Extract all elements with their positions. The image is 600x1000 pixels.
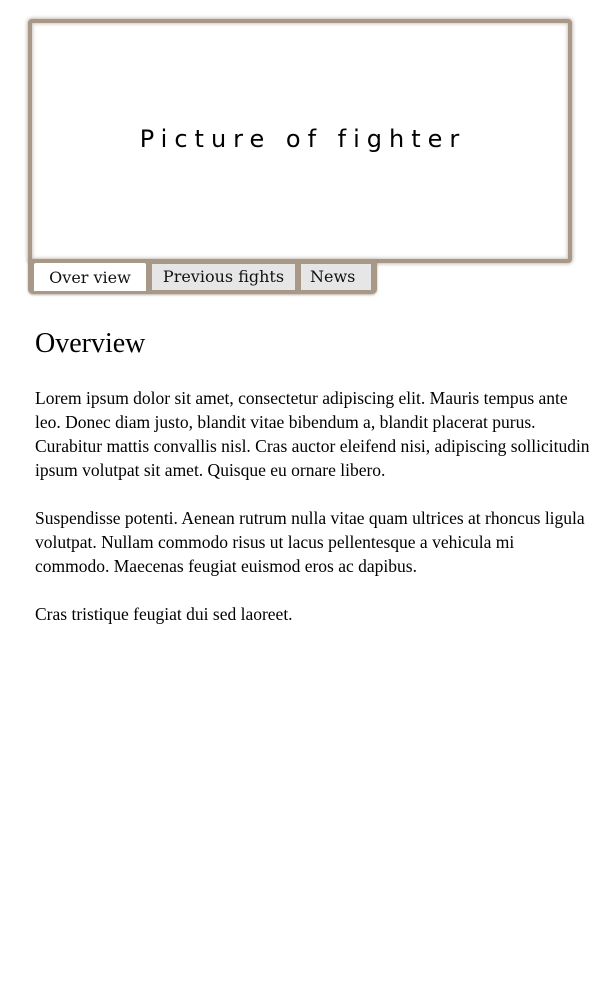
overview-panel [35,326,590,650]
fighter-picture-caption: Picture of fighter [139,125,467,153]
overview-paragraph: Cras tristique feugiat dui sed laoreet. [35,604,293,624]
fighter-picture-placeholder [28,19,572,263]
tab-previous-fights[interactable]: Previous fights [152,264,295,290]
page-title: Overview [35,328,146,359]
overview-paragraph: Suspendisse potenti. Aenean rutrum nulla vitae quam ultrices at rhoncus ligula volutpat. Nullam commodo risus ut lacus pellentesque a vehicula mi commodo. Maecenas feugiat euismod eros ac dapibus. [35,508,585,576]
tab-overview[interactable]: Over view [34,263,146,291]
overview-paragraph: Lorem ipsum dolor sit amet, consectetur adipiscing elit. Mauris tempus ante leo. Donec diam justo, blandit vitae bibendum a, blandit placerat purus. Curabitur mattis convallis nisl. Cras auctor eleifend nisi, adipiscing sollicitudin ipsum volutpat sit amet. Quisque eu ornare libero. [35,388,590,480]
tab-news[interactable]: News [301,264,371,290]
tab-bar [28,259,377,294]
